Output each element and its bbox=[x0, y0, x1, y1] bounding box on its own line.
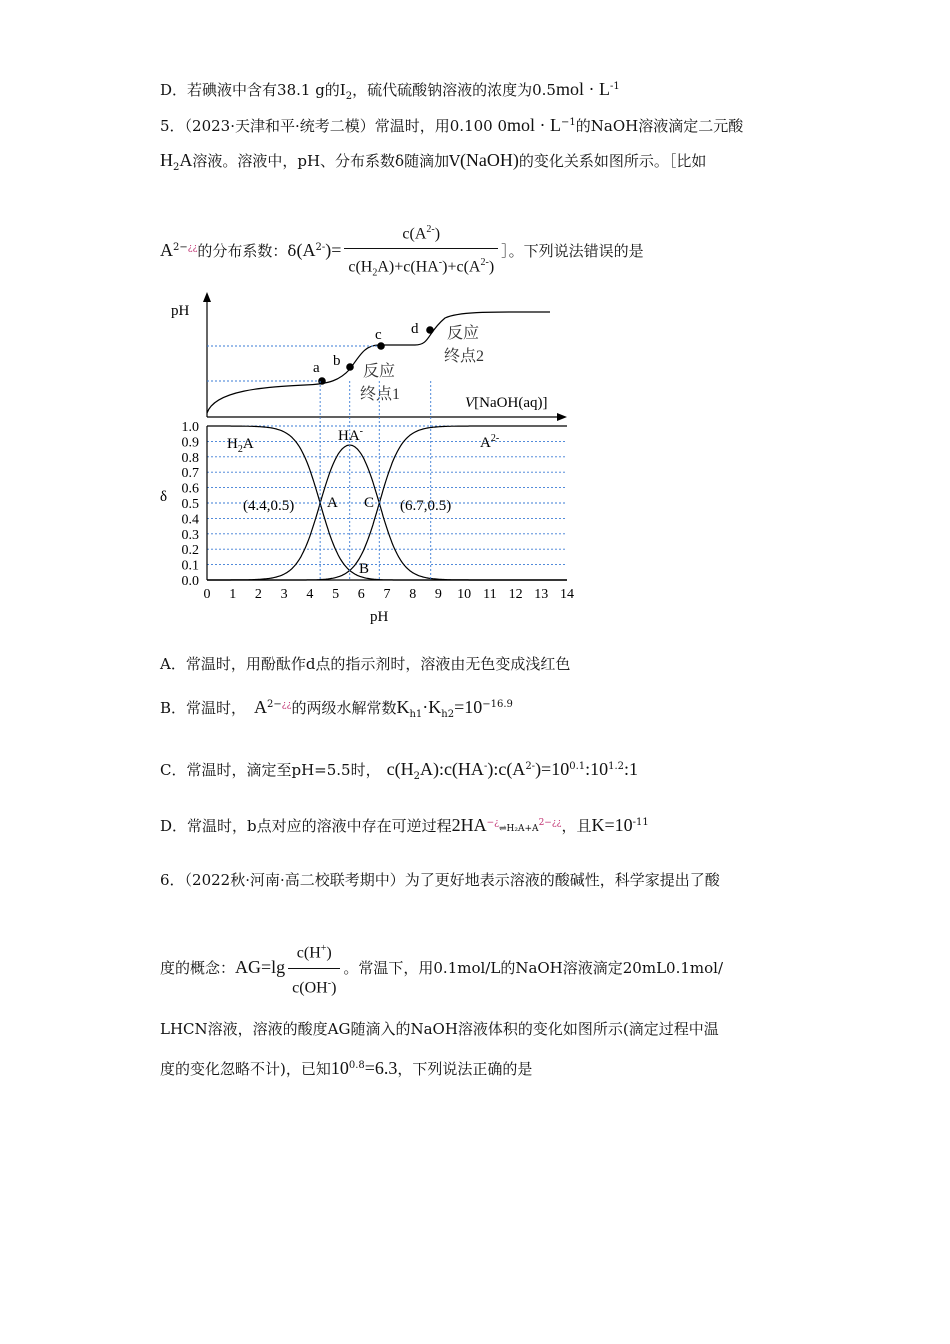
option-a: A．常温时，用酚酞作d点的指示剂时，溶液由无色变成浅红色 bbox=[160, 655, 571, 673]
series-a2-label: $A^{2-}$ bbox=[480, 433, 500, 451]
y-tick-label: 0.8 bbox=[181, 450, 199, 466]
distribution-chart bbox=[160, 381, 574, 625]
point-c-label: c bbox=[375, 327, 382, 343]
x-tick-label: 7 bbox=[383, 587, 391, 602]
point-d-label: d bbox=[411, 321, 419, 337]
question-6-line-3: LHCN溶液，溶液的酸度AG随滴入的NaOH溶液体积的变化如图所示(滴定过程中温 bbox=[160, 1020, 719, 1038]
x-tick-label: 9 bbox=[434, 587, 442, 602]
y-tick-label: 0.9 bbox=[181, 435, 199, 451]
endpoint-1-label-bottom: 终点1 bbox=[360, 386, 401, 403]
x-tick-label: 12 bbox=[508, 587, 523, 602]
option-d: D．常温时，b点对应的溶液中存在可逆过程$2HA^{-¿}\rightleftharpoons H_2A+A^{2-¿¿}$，且$K=10^{-11}$ bbox=[160, 815, 649, 835]
ph-axis-label: pH bbox=[370, 609, 389, 625]
coord-A-label: (4.4,0.5) bbox=[243, 498, 295, 514]
y-tick-label: 0.6 bbox=[181, 481, 199, 497]
question-6-line-2: 度的概念：AG=lg $\frac{c(H^+)}{c(OH^-)}$ 。常温下，用0.1mol/L的NaOH溶液滴定20mL0.1mol/ bbox=[160, 936, 723, 1002]
y-tick-label: 0.3 bbox=[181, 527, 199, 543]
option-b: B．常温时， $A^{2-¿¿}$的两级水解常数$K_{h1}\cdot K_{h2}=10^{-16.9}$ bbox=[160, 697, 513, 720]
point-B-label: B bbox=[359, 561, 370, 577]
question-5-line-2: $H_2A$溶液。溶液中，pH、分布系数δ随滴加V(NaOH)的变化关系如图所示。［比如 bbox=[160, 150, 707, 173]
point-d-dot bbox=[426, 326, 434, 334]
x-tick-label: 6 bbox=[357, 587, 365, 602]
endpoint-2-label-bottom: 终点2 bbox=[444, 348, 485, 365]
ag-fraction: $\frac{c(H^+)}{c(OH^-)}$ bbox=[288, 936, 340, 1002]
titration-figure bbox=[155, 285, 595, 630]
top-x-label: V[NaOH(aq)] bbox=[465, 395, 548, 411]
question-6-heading: 6．（2022秋·河南·高二校联考期中）为了更好地表示溶液的酸碱性，科学家提出了酸 bbox=[160, 871, 720, 889]
endpoint-2-label-top: 反应 bbox=[447, 325, 480, 342]
y-tick-label: 0.1 bbox=[181, 558, 199, 574]
option-c: C．常温时，滴定至pH=5.5时， $c(H_2A):c(HA^-):c(A^{2-})=10^{0.1}:10^{1.2}:1$ bbox=[160, 759, 639, 782]
top-y-label: pH bbox=[171, 303, 190, 319]
x-tick-label: 11 bbox=[483, 587, 497, 602]
option-d-prev: D．若碘液中含有38.1 g的$I_2$，硫代硫酸钠溶液的浓度为$0.5mol \cdot L^{-1}$ bbox=[160, 79, 620, 102]
x-tick-label: 5 bbox=[332, 587, 340, 602]
distribution-fraction: $\frac{c(A^{2-})}{c(H_2A)+c(HA^-)+c(A^{2-})}$ bbox=[344, 218, 498, 286]
series-ha-label: HA- bbox=[338, 426, 364, 444]
question-5-heading: 5．（2023·天津和平·统考二模）常温时，用0.100 $0mol \cdot L^{-1}$的NaOH溶液滴定二元酸 bbox=[160, 115, 744, 135]
x-tick-label: 1 bbox=[229, 587, 237, 602]
x-tick-label: 10 bbox=[457, 587, 472, 602]
x-tick-label: 2 bbox=[254, 587, 262, 602]
point-b-dot bbox=[346, 363, 354, 371]
y-tick-label: 0.4 bbox=[181, 512, 199, 528]
coord-C-label: (6.7,0.5) bbox=[400, 498, 452, 514]
x-tick-label: 14 bbox=[560, 587, 574, 602]
point-c-dot bbox=[377, 342, 385, 350]
series-h2a-label: $H_2A$ bbox=[227, 436, 254, 455]
y-tick-label: 0.7 bbox=[181, 466, 199, 482]
y-tick-label: 1.0 bbox=[181, 420, 199, 435]
point-C-label: C bbox=[364, 495, 375, 511]
question-6-line-4: 度的变化忽略不计)，已知$10^{0.8}=6.3$，下列说法正确的是 bbox=[160, 1058, 533, 1078]
distribution-grid bbox=[207, 426, 567, 565]
x-tick-label: 4 bbox=[306, 587, 314, 602]
y-tick-label: 0.5 bbox=[181, 497, 199, 512]
x-tick-label: 3 bbox=[280, 587, 288, 602]
ph-vs-volume-chart bbox=[171, 292, 567, 421]
point-b-label: b bbox=[333, 353, 341, 369]
question-5-line-3: $A^{2-¿¿}$的分布系数：$\delta(A^{2-})=$ $\frac{c(A^{2-})}{c(H_2A)+c(HA^-)+c(A^{2-})}$ ］。下列说法错误的是 bbox=[160, 218, 644, 286]
endpoint-1-label-top: 反应 bbox=[363, 363, 396, 380]
point-A-label: A bbox=[327, 495, 338, 511]
y-tick-label: 0.0 bbox=[181, 574, 199, 589]
vertical-guides bbox=[320, 381, 431, 580]
top-y-arrow bbox=[203, 292, 211, 302]
x-tick-label: 0 bbox=[203, 587, 211, 602]
point-a-label: a bbox=[313, 360, 320, 376]
point-a-dot bbox=[318, 377, 326, 385]
x-tick-label: 8 bbox=[409, 587, 417, 602]
top-x-arrow bbox=[557, 413, 567, 421]
y-tick-labels bbox=[182, 420, 200, 589]
y-tick-label: 0.2 bbox=[181, 543, 199, 559]
x-tick-label: 13 bbox=[534, 587, 549, 602]
x-tick-labels bbox=[204, 587, 575, 602]
delta-axis-label: δ bbox=[160, 489, 168, 505]
